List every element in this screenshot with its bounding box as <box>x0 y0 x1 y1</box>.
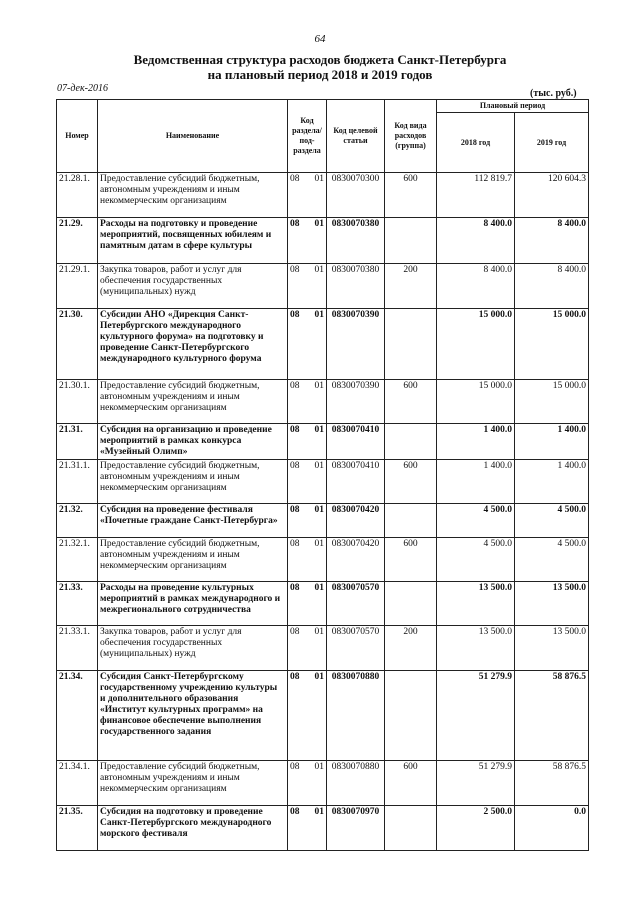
row-number: 21.29.1. <box>57 264 98 309</box>
row-amount-2018: 112 819.7 <box>437 173 515 218</box>
row-name: Субсидия на организацию и проведение мероприятий в рамках конкурса «Музейный Олимп» <box>98 424 288 460</box>
row-expense-type: 200 <box>385 626 437 671</box>
row-subsection-code: 01 <box>307 424 327 460</box>
table-row <box>57 460 589 504</box>
row-number: 21.34. <box>57 671 98 761</box>
row-number: 21.33.1. <box>57 626 98 671</box>
row-name: Предоставление субсидий бюджетным, автономным учреждениям и иным некоммерческим организациям <box>98 173 288 218</box>
row-expense-type: 600 <box>385 460 437 504</box>
row-expense-type <box>385 671 437 761</box>
row-subsection-code: 01 <box>307 538 327 582</box>
row-amount-2019: 58 876.5 <box>515 671 589 761</box>
row-section-code: 08 <box>288 309 307 380</box>
row-name: Закупка товаров, работ и услуг для обеспечения государственных (муниципальных) нужд <box>98 626 288 671</box>
row-section-code: 08 <box>288 538 307 582</box>
row-number: 21.35. <box>57 806 98 851</box>
row-name: Субсидии АНО «Дирекция Санкт-Петербургского международного культурного форума» на подготовку и проведение Санкт-Петербургского международного культурного форума <box>98 309 288 380</box>
row-subsection-code: 01 <box>307 264 327 309</box>
table-row <box>57 424 589 460</box>
header-number: Номер <box>57 100 98 173</box>
row-name: Субсидия на проведение фестиваля «Почетные граждане Санкт-Петербурга» <box>98 504 288 538</box>
row-expense-type <box>385 309 437 380</box>
row-amount-2018: 8 400.0 <box>437 264 515 309</box>
row-expense-type <box>385 424 437 460</box>
row-name: Предоставление субсидий бюджетным, автономным учреждениям и иным некоммерческим организациям <box>98 761 288 806</box>
table-row <box>57 309 589 380</box>
row-expense-type <box>385 806 437 851</box>
row-amount-2018: 8 400.0 <box>437 218 515 264</box>
row-amount-2018: 1 400.0 <box>437 460 515 504</box>
row-amount-2019: 4 500.0 <box>515 504 589 538</box>
header-year-2018: 2018 год <box>437 113 515 173</box>
row-subsection-code: 01 <box>307 309 327 380</box>
row-amount-2018: 15 000.0 <box>437 309 515 380</box>
row-expense-type: 600 <box>385 538 437 582</box>
row-expense-type: 600 <box>385 173 437 218</box>
table-row <box>57 218 589 264</box>
row-number: 21.31. <box>57 424 98 460</box>
row-target-code: 0830070570 <box>327 582 385 626</box>
table-row <box>57 806 589 851</box>
row-target-code: 0830070420 <box>327 504 385 538</box>
row-subsection-code: 01 <box>307 806 327 851</box>
row-amount-2019: 1 400.0 <box>515 424 589 460</box>
row-section-code: 08 <box>288 380 307 424</box>
row-amount-2018: 51 279.9 <box>437 671 515 761</box>
row-amount-2018: 4 500.0 <box>437 504 515 538</box>
row-section-code: 08 <box>288 504 307 538</box>
row-amount-2019: 58 876.5 <box>515 761 589 806</box>
header-year-2019: 2019 год <box>515 113 589 173</box>
row-target-code: 0830070300 <box>327 173 385 218</box>
header-target-code: Код целевой статьи <box>327 100 385 173</box>
row-amount-2018: 1 400.0 <box>437 424 515 460</box>
row-amount-2018: 51 279.9 <box>437 761 515 806</box>
table-body <box>57 173 589 851</box>
units-label: (тыс. руб.) <box>530 88 577 99</box>
header-planned-period: Плановый период <box>437 100 589 113</box>
row-target-code: 0830070380 <box>327 218 385 264</box>
row-expense-type <box>385 218 437 264</box>
header-expense-type-code: Код вида расходов (группа) <box>385 100 437 173</box>
row-amount-2019: 15 000.0 <box>515 380 589 424</box>
row-amount-2019: 8 400.0 <box>515 264 589 309</box>
row-expense-type: 200 <box>385 264 437 309</box>
table-header <box>57 100 589 173</box>
table-row <box>57 504 589 538</box>
row-target-code: 0830070390 <box>327 309 385 380</box>
row-expense-type <box>385 504 437 538</box>
row-section-code: 08 <box>288 424 307 460</box>
row-section-code: 08 <box>288 671 307 761</box>
header-section-code: Код раздела/ под-раздела <box>288 100 327 173</box>
row-target-code: 0830070970 <box>327 806 385 851</box>
row-number: 21.28.1. <box>57 173 98 218</box>
row-number: 21.31.1. <box>57 460 98 504</box>
row-section-code: 08 <box>288 626 307 671</box>
row-subsection-code: 01 <box>307 218 327 264</box>
document-title <box>0 52 640 82</box>
row-target-code: 0830070880 <box>327 671 385 761</box>
header-name: Наименование <box>98 100 288 173</box>
row-subsection-code: 01 <box>307 671 327 761</box>
row-section-code: 08 <box>288 173 307 218</box>
row-subsection-code: 01 <box>307 460 327 504</box>
row-name: Предоставление субсидий бюджетным, автономным учреждениям и иным некоммерческим организациям <box>98 380 288 424</box>
row-subsection-code: 01 <box>307 380 327 424</box>
row-section-code: 08 <box>288 806 307 851</box>
row-amount-2018: 15 000.0 <box>437 380 515 424</box>
document-date: 07-дек-2016 <box>57 83 108 94</box>
row-target-code: 0830070570 <box>327 626 385 671</box>
row-subsection-code: 01 <box>307 761 327 806</box>
table-row <box>57 173 589 218</box>
row-name: Субсидия на подготовку и проведение Санкт-Петербургского международного морского фестиваля <box>98 806 288 851</box>
row-section-code: 08 <box>288 218 307 264</box>
title-line-1: Ведомственная структура расходов бюджета Санкт-Петербурга <box>133 52 507 67</box>
table-row <box>57 671 589 761</box>
row-section-code: 08 <box>288 582 307 626</box>
row-name: Предоставление субсидий бюджетным, автономным учреждениям и иным некоммерческим организациям <box>98 460 288 504</box>
row-amount-2019: 1 400.0 <box>515 460 589 504</box>
row-section-code: 08 <box>288 264 307 309</box>
row-name: Расходы на проведение культурных мероприятий в рамках международного и межрегионального сотрудничества <box>98 582 288 626</box>
row-target-code: 0830070410 <box>327 424 385 460</box>
row-expense-type: 600 <box>385 380 437 424</box>
table-row <box>57 626 589 671</box>
row-name: Субсидия Санкт-Петербургскому государственному учреждению культуры и дополнительного образования «Институт культурных программ» на финансовое обеспечение выполнения государственного задания <box>98 671 288 761</box>
row-number: 21.29. <box>57 218 98 264</box>
row-amount-2019: 4 500.0 <box>515 538 589 582</box>
row-section-code: 08 <box>288 761 307 806</box>
row-expense-type <box>385 582 437 626</box>
row-number: 21.30.1. <box>57 380 98 424</box>
table-row <box>57 264 589 309</box>
row-expense-type: 600 <box>385 761 437 806</box>
row-subsection-code: 01 <box>307 626 327 671</box>
row-amount-2019: 8 400.0 <box>515 218 589 264</box>
row-amount-2019: 0.0 <box>515 806 589 851</box>
row-amount-2018: 13 500.0 <box>437 626 515 671</box>
row-target-code: 0830070380 <box>327 264 385 309</box>
row-amount-2019: 13 500.0 <box>515 626 589 671</box>
row-subsection-code: 01 <box>307 173 327 218</box>
row-amount-2019: 15 000.0 <box>515 309 589 380</box>
row-amount-2019: 13 500.0 <box>515 582 589 626</box>
row-target-code: 0830070420 <box>327 538 385 582</box>
row-subsection-code: 01 <box>307 582 327 626</box>
row-section-code: 08 <box>288 460 307 504</box>
row-name: Предоставление субсидий бюджетным, автономным учреждениям и иным некоммерческим организациям <box>98 538 288 582</box>
table-row <box>57 538 589 582</box>
budget-table <box>56 99 589 851</box>
row-number: 21.34.1. <box>57 761 98 806</box>
table-row <box>57 582 589 626</box>
title-line-2: на плановый период 2018 и 2019 годов <box>207 67 433 82</box>
row-number: 21.32.1. <box>57 538 98 582</box>
table-row <box>57 761 589 806</box>
row-name: Закупка товаров, работ и услуг для обеспечения государственных (муниципальных) нужд <box>98 264 288 309</box>
row-number: 21.33. <box>57 582 98 626</box>
page-number: 64 <box>314 33 326 45</box>
row-amount-2018: 4 500.0 <box>437 538 515 582</box>
table-row <box>57 380 589 424</box>
row-number: 21.30. <box>57 309 98 380</box>
row-number: 21.32. <box>57 504 98 538</box>
row-target-code: 0830070880 <box>327 761 385 806</box>
row-amount-2018: 13 500.0 <box>437 582 515 626</box>
row-target-code: 0830070410 <box>327 460 385 504</box>
row-target-code: 0830070390 <box>327 380 385 424</box>
row-amount-2019: 120 604.3 <box>515 173 589 218</box>
row-amount-2018: 2 500.0 <box>437 806 515 851</box>
row-subsection-code: 01 <box>307 504 327 538</box>
row-name: Расходы на подготовку и проведение мероприятий, посвященных юбилеям и памятным датам в сфере культуры <box>98 218 288 264</box>
